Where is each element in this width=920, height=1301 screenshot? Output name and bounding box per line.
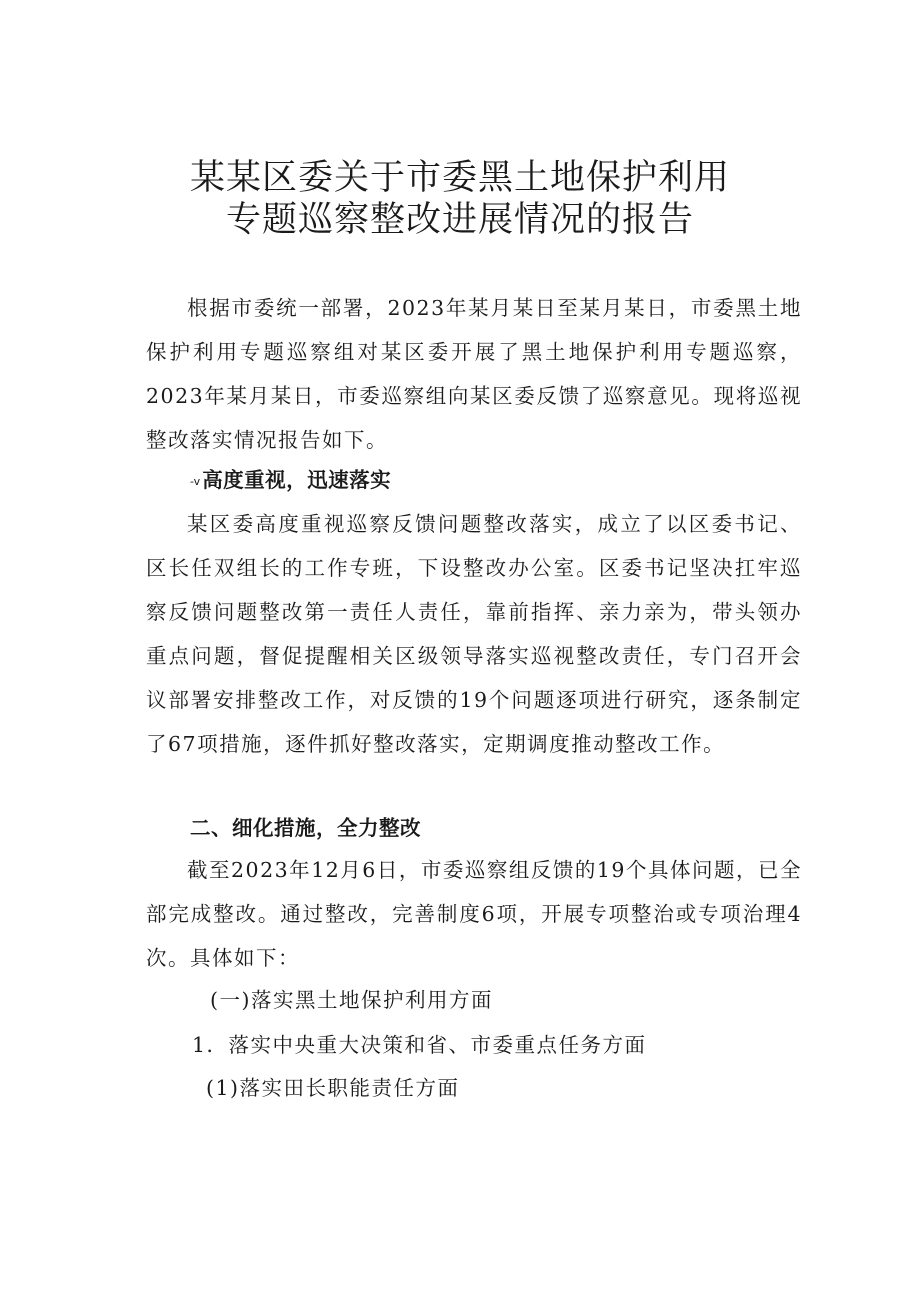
intro-paragraph: 根据市委统一部署，2023年某月某日至某月某日，市委黑土地保护利用专题巡察组对某区委开展了黑土地保护利用专题巡察，2023年某月某日，市委巡察组向某区委反馈了巡察意见。现将巡视整改落实情况报告如下。 xyxy=(146,296,802,452)
subsection-1-1: 1．落实中央重大决策和省、市委重点任务方面 xyxy=(192,1033,647,1057)
section-1-paragraph: 某区委高度重视巡察反馈问题整改落实，成立了以区委书记、区长任双组长的工作专班，下设整改办公室。区委书记坚决扛牢巡察反馈问题整改第一责任人责任，靠前指挥、亲力亲为，带头领办重点问题，督促提醒相关区级领导落实巡视整改责任，专门召开会议部署安排整改工作，对反馈的19个问题逐项进行研究，逐条制定了67项措施，逐件抓好整改落实，定期调度推动整改工作。 xyxy=(146,512,802,756)
section-1-heading-text: 高度重视，迅速落实 xyxy=(202,468,392,492)
section-1-heading xyxy=(190,465,391,497)
document-title-line-2: 专题巡察整改进展情况的报告 xyxy=(225,200,694,240)
section-2-heading: 二、细化措施，全力整改 xyxy=(190,816,421,840)
document-title-line-1: 某某区委关于市委黑土地保护利用 xyxy=(189,158,730,198)
subsection-1-1-1: (1)落实田长职能责任方面 xyxy=(206,1076,460,1100)
section-2-paragraph: 截至2023年12月6日，市委巡察组反馈的19个具体问题，已全部完成整改。通过整改，完善制度6项，开展专项整治或专项治理4次。具体如下： xyxy=(146,858,802,970)
section-1-prefix: -v xyxy=(190,475,201,488)
subsection-1: (一)落实黑土地保护利用方面 xyxy=(210,988,493,1012)
